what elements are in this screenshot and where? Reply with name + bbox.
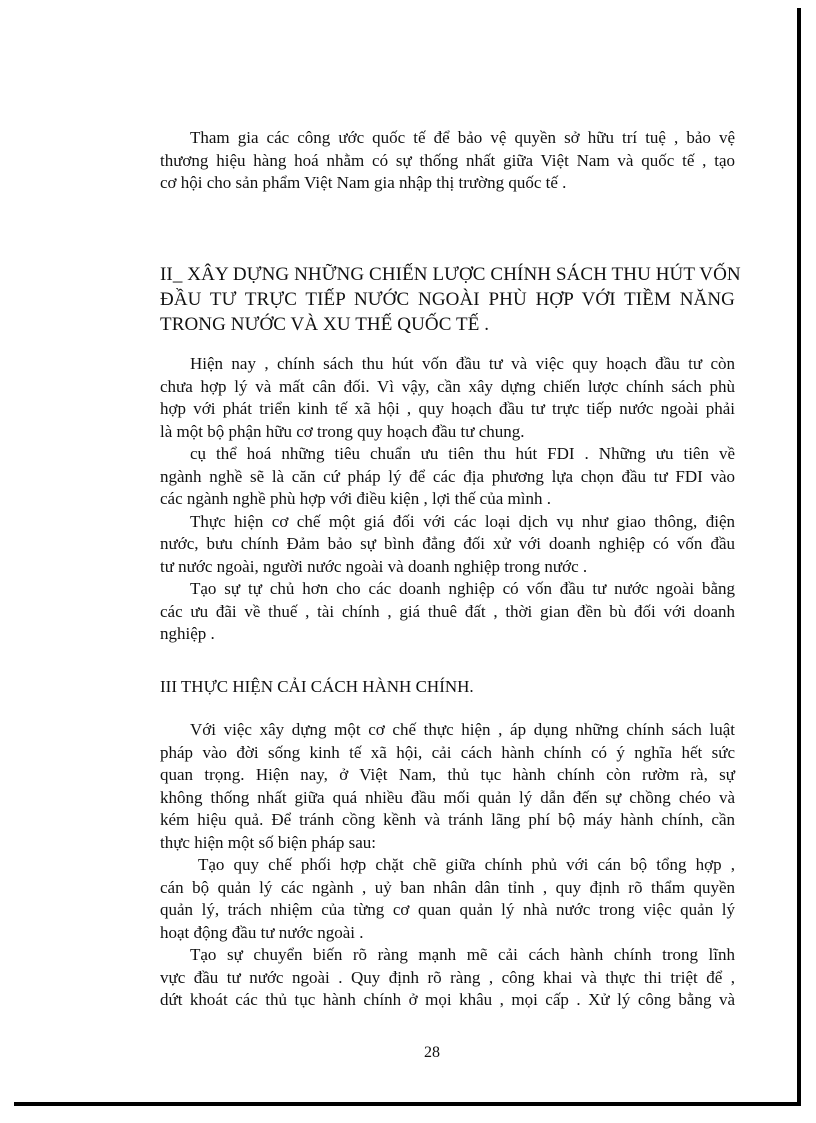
- text-line: quan trọng. Hiện nay, ở Việt Nam, thủ tục hành chính còn rườm rà, sự: [160, 765, 735, 784]
- text-line: Thực hiện cơ chế một giá đối với các loại dịch vụ như giao thông, điện: [190, 511, 735, 531]
- section-2-body: [160, 353, 735, 646]
- text-line: các ngành nghề phù hợp với điều kiện , lợi thế của mình .: [160, 489, 551, 508]
- text-line: vực đầu tư nước ngoài . Quy định rõ ràng , công khai và thực thi triệt để ,: [160, 967, 735, 987]
- text-line: nước, bưu chính Đảm bảo sự bình đẳng đối xử với doanh nghiệp có vốn đầu: [160, 534, 735, 553]
- text-line: hợp với phát triển kinh tế xã hội , quy hoạch đầu tư trực tiếp nước ngoài phải: [160, 399, 735, 418]
- section-heading-3: III THỰC HIỆN CẢI CÁCH HÀNH CHÍNH.: [160, 677, 474, 696]
- text-line: pháp vào đời sống kinh tế xã hội, cải cách hành chính có ý nghĩa hết sức: [160, 742, 735, 762]
- heading-line: TRONG NƯỚC VÀ XU THẾ QUỐC TẾ .: [160, 314, 490, 335]
- page-border-bottom: [14, 1102, 801, 1106]
- text-line: cụ thể hoá những tiêu chuẩn ưu tiên thu hút FDI . Những ưu tiên về: [190, 444, 735, 463]
- text-line: nghiệp .: [160, 624, 215, 643]
- text-line: không thống nhất giữa quá nhiều đầu mối quản lý dẫn đến sự chồng chéo và: [160, 787, 735, 807]
- text-line: cán bộ quản lý các ngành , uỷ ban nhân dân tỉnh , quy định rõ thẩm quyền: [160, 877, 735, 897]
- text-line: các ưu đãi về thuế , tài chính , giá thuê đất , thời gian đền bù đối với doanh: [160, 601, 735, 621]
- text-line: Tạo quy chế phối hợp chặt chẽ giữa chính phủ với cán bộ tổng hợp ,: [198, 855, 735, 874]
- text-line: kém hiệu quả. Để tránh cồng kềnh và tránh lãng phí bộ máy hành chính, cần: [160, 810, 735, 829]
- text-line: Hiện nay , chính sách thu hút vốn đầu tư và việc quy hoạch đầu tư còn: [190, 354, 735, 373]
- text-line: Tham gia các công ước quốc tế để bảo vệ quyền sở hữu trí tuệ , bảo vệ: [190, 128, 735, 147]
- text-line: ngành nghề sẽ là căn cứ pháp lý để các địa phương lựa chọn đầu tư FDI vào: [160, 466, 735, 486]
- text-line: tư nước ngoài, người nước ngoài và doanh nghiệp trong nước .: [160, 556, 588, 576]
- text-line: dứt khoát các thủ tục hành chính ở mọi khâu , mọi cấp . Xử lý công bằng và: [160, 990, 735, 1009]
- heading-line: ĐẦU TƯ TRỰC TIẾP NƯỚC NGOÀI PHÙ HỢP VỚI TIỀM NĂNG: [160, 289, 735, 310]
- heading-line: II_ XÂY DỰNG NHỮNG CHIẾN LƯỢC CHÍNH SÁCH THU HÚT VỐN: [160, 264, 741, 285]
- page-number: 28: [424, 1044, 440, 1061]
- page-border-right: [797, 8, 801, 1106]
- section-3-body: [160, 719, 735, 1012]
- text-line: là một bộ phận hữu cơ trong quy hoạch đầu tư chung.: [160, 421, 525, 441]
- text-line: thực hiện một số biện pháp sau:: [160, 832, 377, 852]
- text-line: Tạo sự chuyển biến rõ ràng mạnh mẽ cải cách hành chính trong lĩnh: [190, 945, 735, 964]
- text-line: chưa hợp lý và mất cân đối. Vì vậy, cần xây dựng chiến lược chính sách phù: [160, 376, 735, 396]
- intro-paragraph: [160, 127, 735, 195]
- text-line: quản lý, trách nhiệm của từng cơ quan quản lý nhà nước trong việc quản lý: [160, 900, 735, 919]
- section-heading-2: [160, 262, 741, 337]
- text-line: hoạt động đầu tư nước ngoài .: [160, 922, 364, 942]
- text-line: thương hiệu hàng hoá nhằm có sự thống nhất giữa Việt Nam và quốc tế , tạo: [160, 150, 735, 170]
- text-line: Với việc xây dựng một cơ chế thực hiện , áp dụng những chính sách luật: [190, 720, 735, 739]
- text-line: Tạo sự tự chủ hơn cho các doanh nghiệp có vốn đầu tư nước ngoài bằng: [190, 579, 735, 598]
- text-line: cơ hội cho sản phẩm Việt Nam gia nhập thị trường quốc tế .: [160, 173, 567, 192]
